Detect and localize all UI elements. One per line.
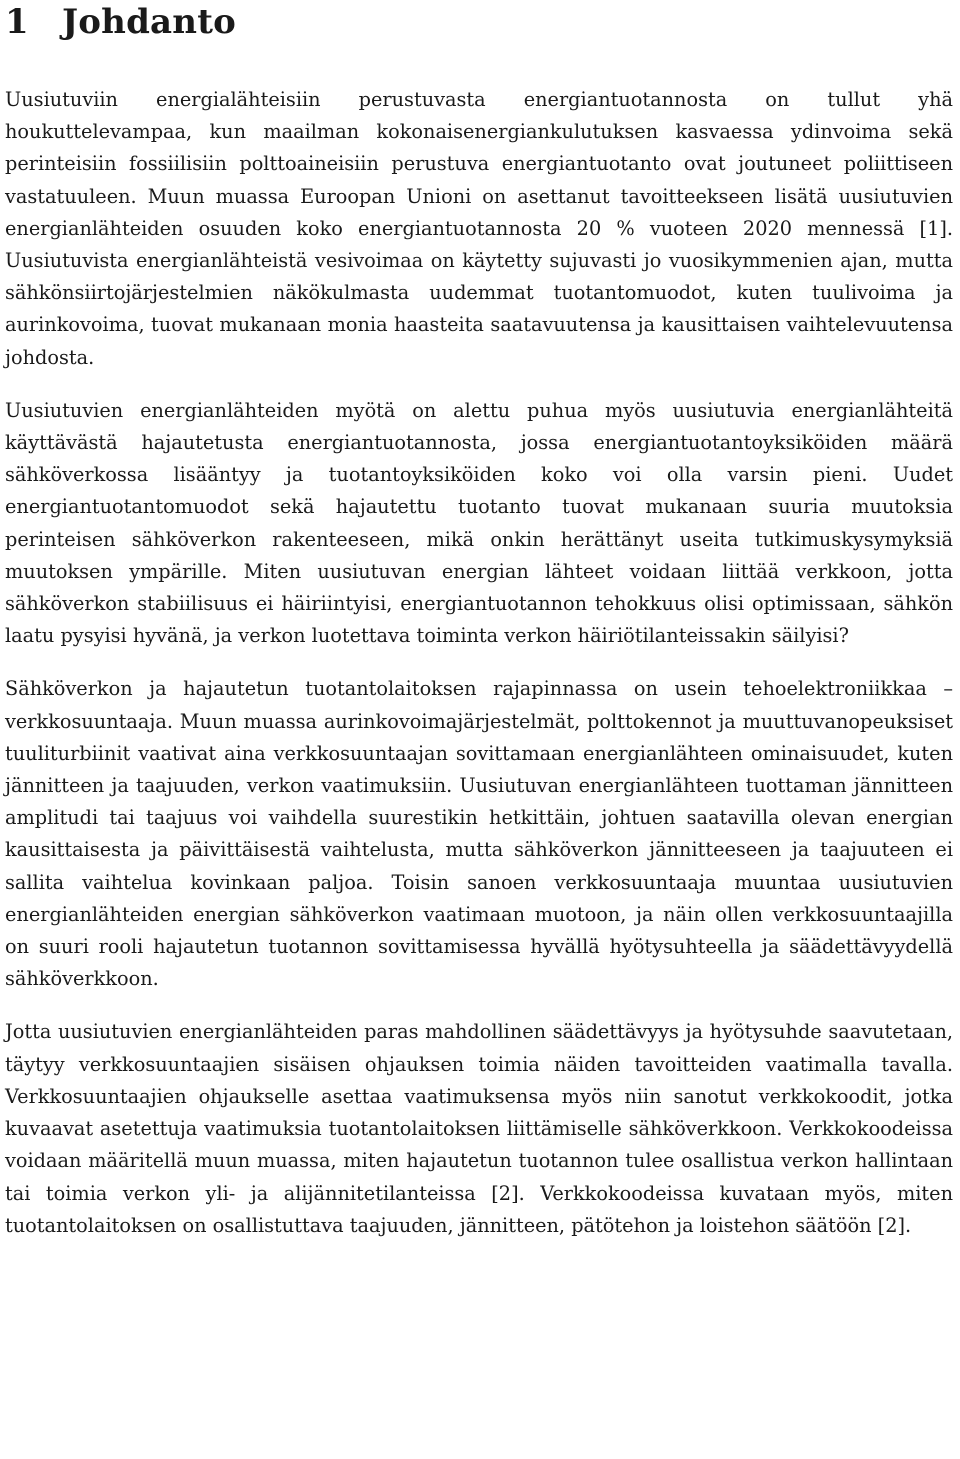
paragraph-2: Uusiutuvien energianlähteiden myötä on alettu puhua myös uusiutuvia energianlähteitä käyttävästä hajautetusta energiantuotannosta, jossa energiantuotantoyksiköiden määrä sähköverkossa lisääntyy ja tuotantoyksiköiden koko voi olla varsin pieni. Uudet energiantuotantomuodot sekä hajautettu tuotanto tuovat mukanaan suuria muutoksia perinteisen sähköverkon rakenteeseen, mikä onkin herättänyt useita tutkimuskysymyksiä muutoksen ympärille. Miten uusiutuvan energian lähteet voidaan liittää verkkoon, jotta sähköverkon stabiilisuus ei häiriintyisi, energiantuotannon tehokkuus olisi optimissaan, sähkön laatu pysyisi hyvänä, ja verkon luotettava toiminta verkon häiriötilanteissakin säilyisi?	[5, 398, 953, 648]
paragraph-4: Jotta uusiutuvien energianlähteiden paras mahdollinen säädettävyys ja hyötysuhde saavutetaan, täytyy verkkosuuntaajien sisäisen ohjauksen toimia näiden tavoitteiden vaatimalla tavalla. Verkkosuuntaajien ohjaukselle asettaa vaatimuksensa myös niin sanotut verkkokoodit, jotka kuvaavat asetettuja vaatimuksia tuotantolaitoksen liittämiselle sähköverkkoon. Verkkokoodeissa voidaan määritellä muun muassa, miten hajautetun tuotannon tulee osallistua verkon hallintaan tai toimia verkon yli- ja alijännitetilanteissa [2]. Verkkokoodeissa kuvataan myös, miten tuotantolaitoksen on osallistuttava taajuuden, jännitteen, pätötehon ja loistehon säätöön [2].	[5, 1020, 953, 1237]
chapter-title: Johdanto	[62, 2, 236, 42]
document-page	[5, 0, 953, 1237]
paragraph-3: Sähköverkon ja hajautetun tuotantolaitoksen rajapinnassa on usein tehoelektroniikkaa – verkkosuuntaaja. Muun muassa aurinkovoimajärjestelmät, polttokennot ja muuttuvanopeuksiset tuuliturbiinit vaativat aina verkkosuuntaajan sovittamaan energianlähteen ominaisuudet, kuten jännitteen ja taajuuden, verkon vaatimuksiin. Uusiutuvan energianlähteen tuottaman jännitteen amplitudi tai taajuus voi vaihdella suurestikin hetkittäin, johtuen saatavilla olevan energian kausittaisesta ja päivittäisestä vaihtelusta, mutta sähköverkon jännitteeseen ja taajuuteen ei sallita vaihtelua kovinkaan paljoa. Toisin sanoen verkkosuuntaaja muuntaa uusiutuvien energianlähteiden energian sähköverkon vaatimaan muotoon, ja näin ollen verkkosuuntaajilla on suuri rooli hajautetun tuotannon sovittamisessa hyvällä hyötysuhteella ja säädettävyydellä sähköverkkoon.	[5, 677, 953, 991]
chapter-number: 1	[5, 2, 29, 42]
body-text	[5, 84, 953, 1242]
chapter-heading	[5, 0, 953, 44]
paragraph-1: Uusiutuviin energialähteisiin perustuvasta energiantuotannosta on tullut yhä houkuttelevampaa, kun maailman kokonaisenergiankulutuksen kasvaessa ydinvoima sekä perinteisiin fossiilisiin polttoaineisiin perustuva energiantuotanto ovat joutuneet poliittiseen vastatuuleen. Muun muassa Euroopan Unioni on asettanut tavoitteekseen lisätä uusiutuvien energianlähteiden osuuden koko energiantuotannosta 20 % vuoteen 2020 mennessä [1]. Uusiutuvista energianlähteistä vesivoimaa on käytetty sujuvasti jo vuosikymmenien ajan, mutta sähkönsiirtojärjestelmien näkökulmasta uudemmat tuotantomuodot, kuten tuulivoima ja aurinkovoima, tuovat mukanaan monia haasteita saatavuutensa ja kausittaisen vaihtelevuutensa johdosta.	[5, 88, 953, 369]
